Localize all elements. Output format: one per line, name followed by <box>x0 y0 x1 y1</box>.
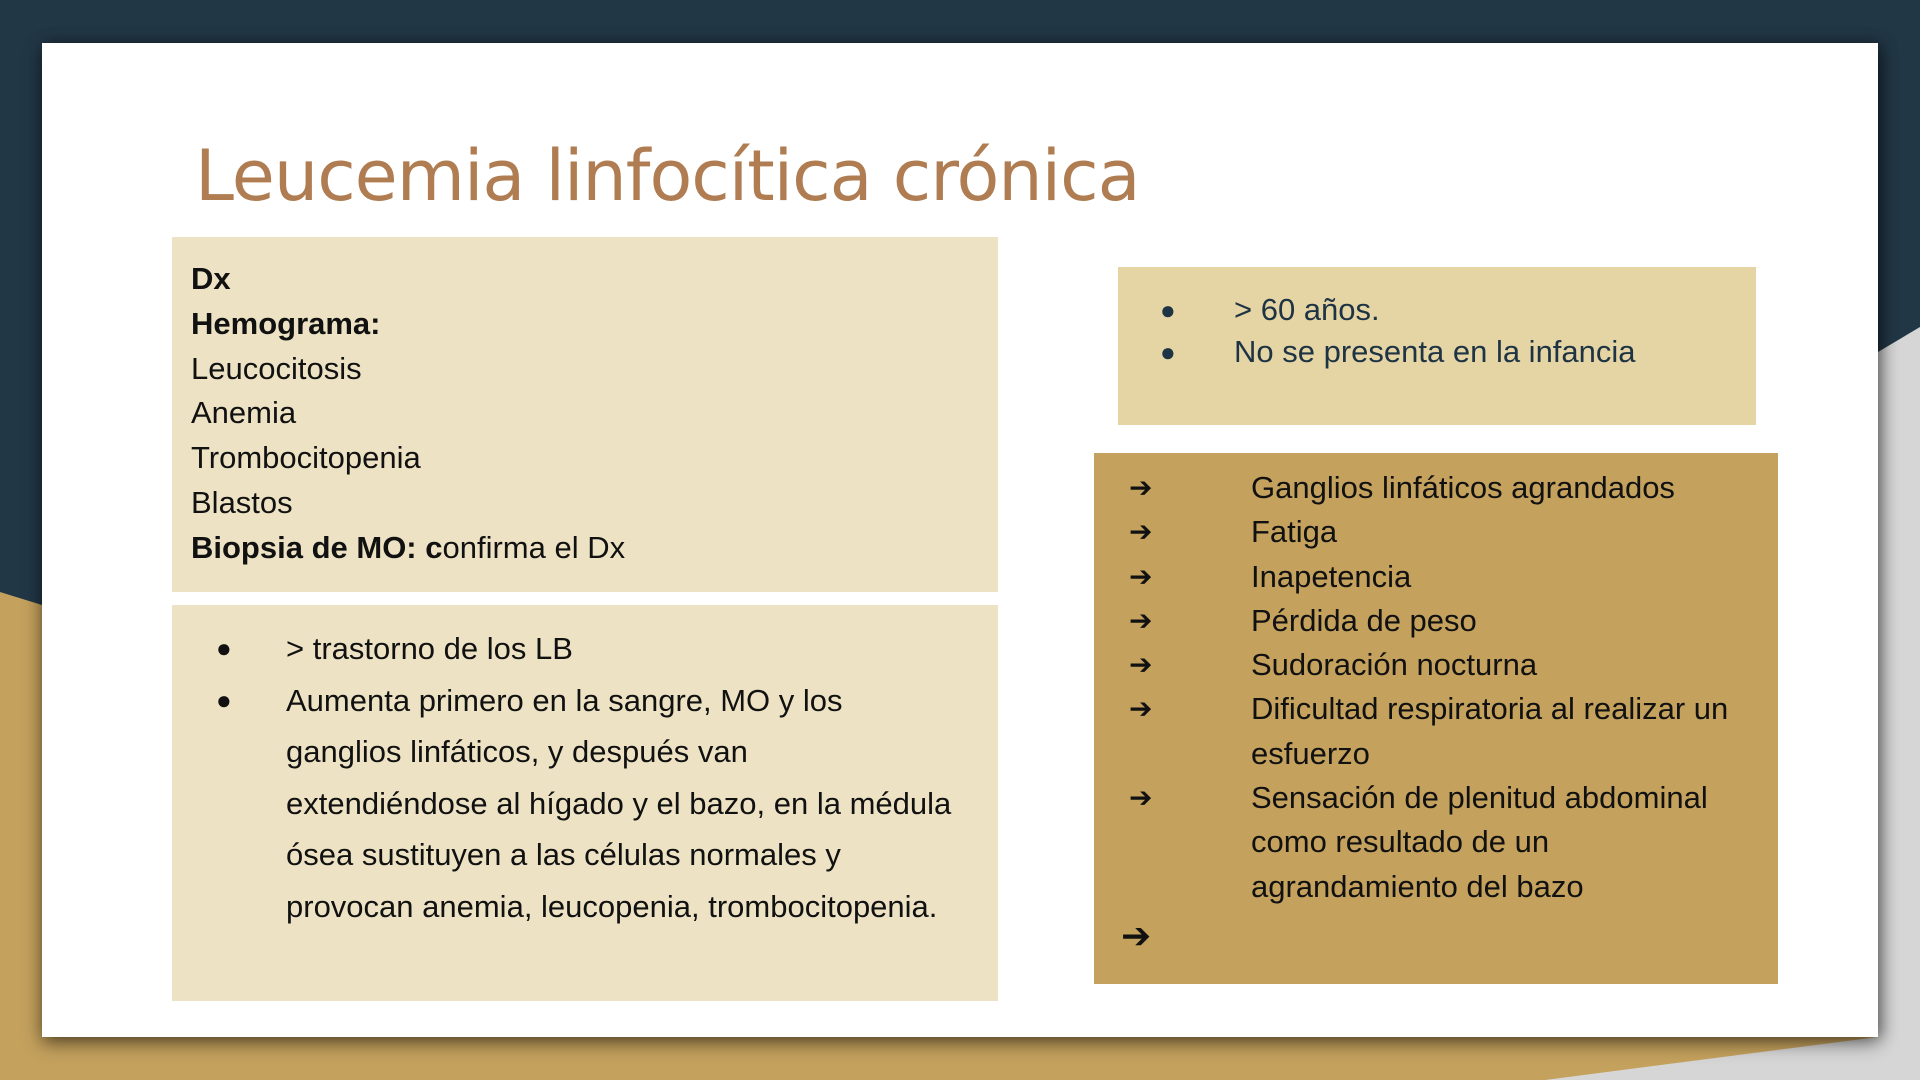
list-item: ➔ Sensación de plenitud abdominal como resultado de un agrandamiento del bazo <box>1094 776 1778 909</box>
list-item: ➔ Inapetencia <box>1094 555 1778 599</box>
finding-item: Blastos <box>191 484 293 520</box>
bullet-icon: ● <box>1160 295 1176 325</box>
finding-item: Leucocitosis <box>191 350 362 386</box>
bullet-icon: ● <box>216 684 232 715</box>
finding-item: Trombocitopenia <box>191 440 421 476</box>
description-box <box>172 605 998 1001</box>
demographics-list <box>1118 289 1756 373</box>
symptoms-box <box>1094 453 1778 984</box>
finding-item: Anemia <box>191 395 297 431</box>
arrow-right-icon: ➔ <box>1129 559 1153 593</box>
biopsy-label: Biopsia de MO: c <box>191 529 443 565</box>
biopsy-text: onfirma el Dx <box>442 529 626 565</box>
arrow-right-icon: ➔ <box>1121 915 1152 957</box>
list-item: ● Aumenta primero en la sangre, MO y los ganglios linfáticos, y después van extendiéndose al hígado y el bazo, en la médula ósea sustituyen a las células normales y provocan anemia, leucopenia, trombocitopenia. <box>172 675 998 933</box>
list-item: ➔ Sudoración nocturna <box>1094 643 1778 687</box>
demographics-box <box>1118 267 1756 425</box>
hemogram-heading: Hemograma: <box>191 305 381 341</box>
arrow-right-icon: ➔ <box>1129 781 1153 815</box>
arrow-right-icon: ➔ <box>1129 471 1153 504</box>
slide <box>42 43 1878 1037</box>
arrow-right-icon: ➔ <box>1129 692 1153 726</box>
list-item: ➔ Dificultad respiratoria al realizar un esfuerzo <box>1094 687 1778 776</box>
biopsy-line <box>191 526 998 571</box>
description-list <box>172 623 998 932</box>
arrow-right-icon: ➔ <box>1129 515 1153 549</box>
arrow-right-icon: ➔ <box>1129 603 1153 637</box>
bullet-icon: ● <box>216 633 232 663</box>
slide-title: Leucemia linfocítica crónica <box>195 135 1140 217</box>
list-item: ● > trastorno de los LB <box>172 623 998 675</box>
bullet-icon: ● <box>1160 337 1176 367</box>
symptoms-list <box>1094 466 1778 965</box>
list-item: ➔ Fatiga <box>1094 510 1778 554</box>
diagnosis-box <box>172 237 998 592</box>
arrow-right-icon: ➔ <box>1129 648 1153 682</box>
list-item: ● > 60 años. <box>1118 289 1756 331</box>
list-item-empty <box>1094 909 1778 965</box>
list-item: ➔ Ganglios linfáticos agrandados <box>1094 466 1778 510</box>
list-item: ● No se presenta en la infancia <box>1118 331 1756 373</box>
diagnosis-heading: Dx <box>191 261 231 296</box>
list-item: ➔ Pérdida de peso <box>1094 599 1778 643</box>
